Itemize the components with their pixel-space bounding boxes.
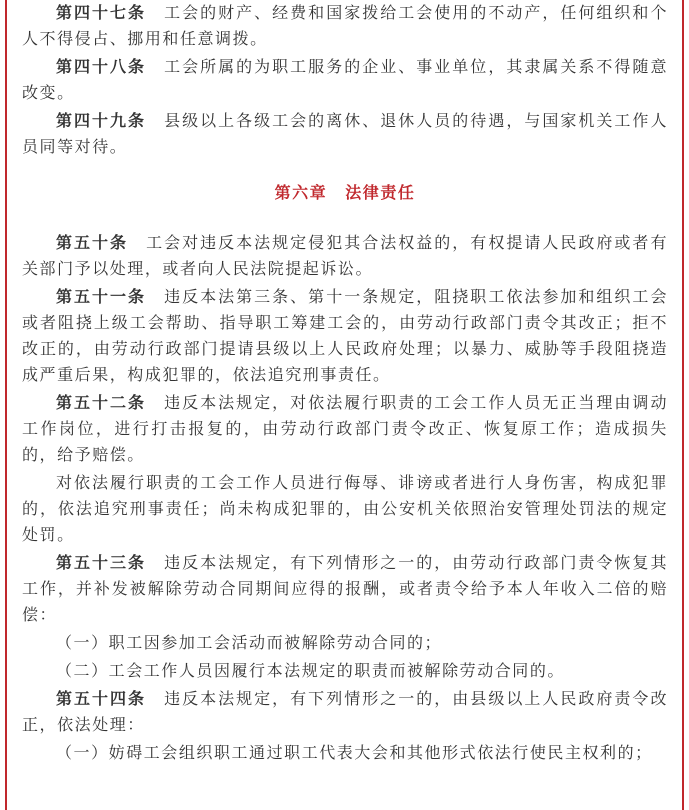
article-49 [22, 108, 668, 160]
article-label: 第四十七条 [56, 3, 147, 22]
article-53 [22, 550, 668, 628]
article-text: 违反本法规定，对依法履行职责的工会工作人员无正当理由调动工作岗位，进行打击报复的，由劳动行政部门责令改正、恢复原工作；造成损失的，给予赔偿。 [22, 393, 668, 464]
article-label: 第五十四条 [56, 689, 147, 708]
article-53-item-1: （一）职工因参加工会活动而被解除劳动合同的； [56, 633, 443, 652]
article-label: 第四十八条 [56, 57, 147, 76]
chapter-heading [22, 180, 668, 206]
article-text: 工会的财产、经费和国家拨给工会使用的不动产，任何组织和个人不得侵占、挪用和任意调拨。 [22, 3, 668, 48]
article-label: 第五十二条 [56, 393, 147, 412]
left-border-line [5, 0, 7, 810]
article-54 [22, 686, 668, 738]
article-label: 第五十三条 [56, 553, 147, 572]
article-50 [22, 230, 668, 282]
right-border-line [682, 0, 684, 810]
article-text: 违反本法规定，有下列情形之一的，由劳动行政部门责令恢复其工作，并补发被解除劳动合同期间应得的报酬，或者责令给予本人年收入二倍的赔偿： [22, 553, 668, 624]
article-text: 县级以上各级工会的离休、退休人员的待遇，与国家机关工作人员同等对待。 [22, 111, 668, 156]
article-text: 工会所属的为职工服务的企业、事业单位，其隶属关系不得随意改变。 [22, 57, 668, 102]
article-53-item-2: （二）工会工作人员因履行本法规定的职责而被解除劳动合同的。 [56, 661, 565, 680]
article-label: 第五十条 [56, 233, 129, 252]
article-label: 第五十一条 [56, 287, 147, 306]
article-text: 违反本法第三条、第十一条规定，阻挠职工依法参加和组织工会或者阻挠上级工会帮助、指导职工筹建工会的，由劳动行政部门责令其改正；拒不改正的，由劳动行政部门提请县级以上人民政府处理；以暴力、威胁等手段阻挠造成严重后果，构成犯罪的，依法追究刑事责任。 [22, 287, 668, 384]
article-52-paragraph-2: 对依法履行职责的工会工作人员进行侮辱、诽谤或者进行人身伤害，构成犯罪的，依法追究刑事责任；尚未构成犯罪的，由公安机关依照治安管理处罚法的规定处罚。 [22, 473, 668, 544]
article-48 [22, 54, 668, 106]
article-label: 第四十九条 [56, 111, 147, 130]
law-document [22, 0, 668, 768]
article-54-item-1: （一）妨碍工会组织职工通过职工代表大会和其他形式依法行使民主权利的； [56, 743, 653, 762]
chapter-title: 法律责任 [345, 183, 416, 202]
article-text: 工会对违反本法规定侵犯其合法权益的，有权提请人民政府或者有关部门予以处理，或者向人民法院提起诉讼。 [22, 233, 669, 278]
article-51 [22, 284, 668, 388]
article-text: 违反本法规定，有下列情形之一的，由县级以上人民政府责令改正，依法处理： [22, 689, 668, 734]
chapter-number: 第六章 [274, 183, 328, 202]
article-47 [22, 0, 668, 52]
article-52 [22, 390, 668, 468]
